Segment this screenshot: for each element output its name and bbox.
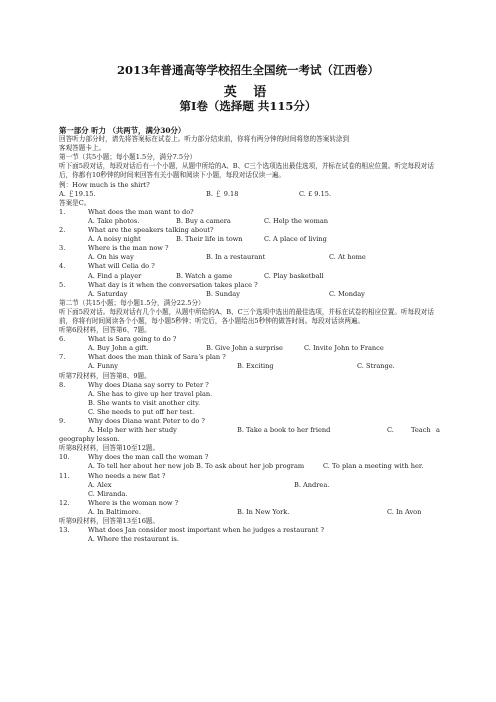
question-12 bbox=[59, 499, 442, 508]
question-number: 6. bbox=[59, 335, 66, 344]
question-3-options bbox=[59, 253, 442, 262]
question-5 bbox=[59, 281, 442, 290]
question-7-options bbox=[59, 362, 442, 371]
material-9-note: 听第9段材料，回答第13至16题。 bbox=[59, 517, 160, 526]
option-c: C. She needs to put off her test. bbox=[88, 407, 195, 416]
question-text: What does Jan consider most important when he judges a restaurant ? bbox=[88, 526, 324, 535]
question-text: Who needs a new flat ? bbox=[88, 471, 166, 480]
question-text: Where is the man now ? bbox=[88, 244, 169, 253]
section2-instructions: 听下面5段对话。每段对话有几个小题，从题中所给的A、B、C三个选项中选出的最佳选项，并标在试卷的相应位置。听每段对话前，你将有时间阅读各个小题，每小题5秒钟；听完后，各小题给出5秒钟的做答时间。每段对话读两遍。 bbox=[59, 307, 434, 325]
option-c: C. Help the woman bbox=[264, 216, 329, 225]
question-number: 10. bbox=[59, 453, 70, 462]
question-11 bbox=[59, 472, 442, 481]
question-text: What will Celia do ? bbox=[88, 262, 155, 271]
question-number: 1. bbox=[59, 207, 66, 216]
option-a: A. Alex bbox=[88, 480, 112, 489]
option-b: B. Watch a game bbox=[176, 271, 233, 280]
question-2 bbox=[59, 226, 442, 235]
question-7 bbox=[59, 353, 442, 362]
question-text: What does the man think of Sara’s plan ? bbox=[88, 353, 226, 362]
option-b: B. Take a book to her friend bbox=[237, 426, 331, 435]
question-text: Where is the woman now ? bbox=[88, 498, 179, 507]
option-c: C. Invite John to France bbox=[304, 344, 384, 353]
example-option-b: B. ￡ 9.18 bbox=[206, 189, 239, 198]
option-c: C. To plan a meeting with her. bbox=[323, 462, 424, 471]
example-option-a: A. ￡19.15. bbox=[59, 189, 96, 198]
question-number: 11. bbox=[59, 471, 70, 480]
question-1 bbox=[59, 208, 442, 217]
question-13-options bbox=[59, 535, 442, 544]
option-c: C. Miranda. bbox=[88, 489, 128, 498]
question-number: 3. bbox=[59, 244, 66, 253]
section1-instructions: 听下面5段对话，每段对话后有一个小题，从题中所给的A、B、C三个选项选出最佳选项，并标在试卷的相应位置。听完每段对话后，你都有10秒钟的时间来回答有关小题和阅读下小题，每段对话仅读一遍。 bbox=[59, 162, 434, 180]
option-a: A. To tell her about her new job bbox=[88, 462, 194, 471]
question-3 bbox=[59, 244, 442, 253]
option-b: B. Their life in town bbox=[176, 235, 243, 244]
question-4 bbox=[59, 262, 442, 271]
question-2-options bbox=[59, 235, 442, 244]
question-10-options bbox=[59, 462, 442, 471]
question-13 bbox=[59, 526, 442, 535]
question-1-options bbox=[59, 217, 442, 226]
question-text: What day is it when the conversation takes place ? bbox=[88, 280, 258, 289]
question-text: Why does Diana say sorry to Peter ? bbox=[88, 380, 209, 389]
option-a: A. Buy John a gift. bbox=[88, 344, 149, 353]
option-c: C. In Avon bbox=[387, 507, 422, 516]
question-number: 13. bbox=[59, 526, 70, 535]
question-number: 2. bbox=[59, 226, 66, 235]
example-options bbox=[59, 190, 442, 199]
option-c: C. Monday bbox=[329, 289, 365, 298]
option-a: A. Funny bbox=[88, 362, 118, 371]
option-c: C. bbox=[387, 426, 394, 435]
option-b: B. Give John a surprise bbox=[206, 344, 283, 353]
example-option-c: C. £ 9.15. bbox=[299, 189, 332, 198]
option-b: B. Exciting bbox=[237, 362, 274, 371]
option-b: B. Buy a camera bbox=[176, 216, 231, 225]
question-8-option-a-row bbox=[59, 390, 442, 399]
option-b: B. Andrea. bbox=[294, 480, 330, 489]
question-9-options bbox=[59, 426, 442, 435]
question-11-options-row1 bbox=[59, 481, 442, 490]
question-8 bbox=[59, 381, 442, 390]
question-text: Why does the man call the woman ? bbox=[88, 453, 209, 462]
question-6 bbox=[59, 335, 442, 344]
question-number: 5. bbox=[59, 280, 66, 289]
question-number: 12. bbox=[59, 498, 70, 507]
question-9 bbox=[59, 417, 442, 426]
question-number: 7. bbox=[59, 353, 66, 362]
question-number: 4. bbox=[59, 262, 66, 271]
option-c: C. Strange. bbox=[357, 362, 395, 371]
option-a: A. On his way bbox=[88, 253, 134, 262]
option-b: B. In New York. bbox=[237, 507, 290, 516]
option-b: B. She wants to visit another city. bbox=[88, 398, 201, 407]
part1-intro-line2: 客观答题卡上。 bbox=[59, 144, 106, 153]
example-question: 例：How much is the shirt? bbox=[59, 180, 150, 189]
option-a: A. In Baltimore. bbox=[88, 507, 141, 516]
exam-content bbox=[59, 126, 442, 544]
part1-heading: 第一部分 听力 （共两节，满分30分） bbox=[59, 126, 186, 135]
question-text: What are the speakers talking about? bbox=[88, 226, 214, 235]
question-11-options-row2 bbox=[59, 490, 442, 499]
section2-heading: 第二节（共15小题；每小题1.5分，满分22.5分） bbox=[59, 298, 205, 307]
option-c-word-teach: Teach bbox=[411, 426, 431, 435]
option-a: A. She has to give up her travel plan. bbox=[88, 389, 213, 398]
question-number: 9. bbox=[59, 417, 66, 425]
option-a: A. Take photos. bbox=[88, 216, 140, 225]
option-b: B. To ask about her job program bbox=[196, 462, 305, 471]
example-answer: 答案是C。 bbox=[59, 198, 91, 207]
option-a: A. Saturday bbox=[88, 289, 128, 298]
option-a: A. Find a player bbox=[88, 271, 142, 280]
material-7-note: 听第7段材料，回答第8、9题。 bbox=[59, 371, 151, 380]
question-number: 8. bbox=[59, 380, 66, 389]
question-12-options bbox=[59, 508, 442, 517]
question-4-options bbox=[59, 272, 442, 281]
option-a: A. A noisy night bbox=[88, 235, 141, 244]
option-c: C. At home bbox=[329, 253, 366, 262]
subject-title: 英 语 bbox=[223, 85, 273, 100]
option-a: A. Help her with her study bbox=[88, 426, 177, 435]
option-c: C. A place of living bbox=[264, 235, 327, 244]
question-text: What does the man want to do? bbox=[88, 207, 194, 216]
material-8-note: 听第8段材料，回答第10至12题。 bbox=[59, 444, 160, 453]
question-5-options bbox=[59, 290, 442, 299]
question-10 bbox=[59, 453, 442, 462]
option-b: B. Sunday bbox=[206, 289, 240, 298]
question-text: What is Sara going to do ? bbox=[88, 335, 177, 344]
option-c: C. Play basketball bbox=[264, 271, 324, 280]
section1-heading: 第一节（共5小题；每小题1.5分，满分7.5分） bbox=[59, 153, 197, 162]
option-a: A. Where the restaurant is. bbox=[88, 535, 179, 544]
volume-title: 第Ⅰ卷（选择题 共115分） bbox=[179, 99, 317, 113]
question-8-option-c-row bbox=[59, 408, 442, 417]
part1-intro-line1: 回答听力部分时，请先将答案标在试卷上。听力部分结束前，你将有两分钟的时间将您的答案转涂到 bbox=[59, 135, 350, 144]
exam-title: 2013年普通高等学校招生全国统一考试（江西卷） bbox=[116, 63, 379, 77]
option-b: B. In a restaurant bbox=[206, 253, 266, 262]
question-9-option-c-continuation: geography lesson. bbox=[59, 435, 120, 444]
question-text: Why does Diana want Peter to do ? bbox=[88, 417, 205, 425]
question-6-options bbox=[59, 344, 442, 353]
question-8-option-b-row bbox=[59, 399, 442, 408]
option-c-word-a: a bbox=[436, 426, 440, 435]
material-6-note: 听第6段材料，回答第6、7题。 bbox=[59, 326, 151, 335]
